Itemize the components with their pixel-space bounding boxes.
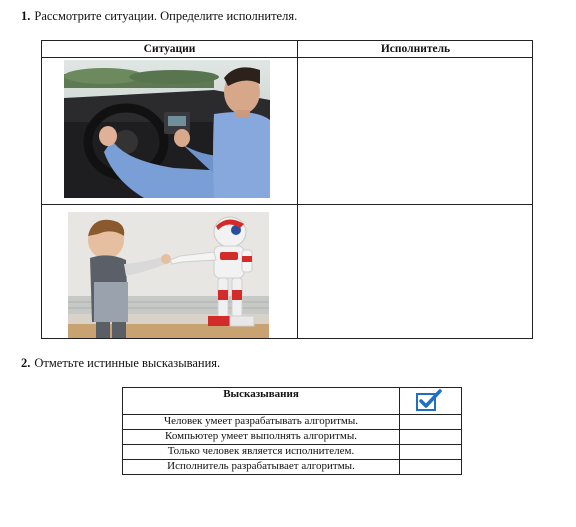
checkbox-checked-icon	[414, 389, 444, 413]
check-header	[399, 387, 462, 415]
statement-row-1: Человек умеет разрабатывать алгоритмы.	[122, 414, 400, 430]
column-divider	[297, 41, 298, 338]
robot-photo	[68, 212, 269, 338]
question-2-title	[21, 356, 220, 371]
statement-row-3: Только человек является исполнителем.	[122, 444, 400, 460]
executor-header: Исполнитель	[298, 41, 533, 58]
statement-checkbox-4[interactable]	[399, 459, 462, 475]
statement-checkbox-3[interactable]	[399, 444, 462, 460]
situations-header: Ситуации	[42, 41, 298, 58]
statements-header: Высказывания	[122, 387, 400, 415]
question-2-text: Отметьте истинные высказывания.	[34, 356, 221, 370]
row-divider	[42, 204, 532, 205]
situations-table	[41, 40, 533, 339]
statements-table	[122, 387, 462, 478]
statement-row-2: Компьютер умеет выполнять алгоритмы.	[122, 429, 400, 445]
statement-checkbox-1[interactable]	[399, 414, 462, 430]
driver-photo	[64, 60, 270, 198]
question-2-number: 2.	[21, 356, 31, 370]
question-1-text: Рассмотрите ситуации. Определите исполнителя.	[34, 9, 298, 23]
question-1-title	[21, 9, 297, 24]
question-1-number: 1.	[21, 9, 31, 23]
statement-row-4: Исполнитель разрабатывает алгоритмы.	[122, 459, 400, 475]
statement-checkbox-2[interactable]	[399, 429, 462, 445]
